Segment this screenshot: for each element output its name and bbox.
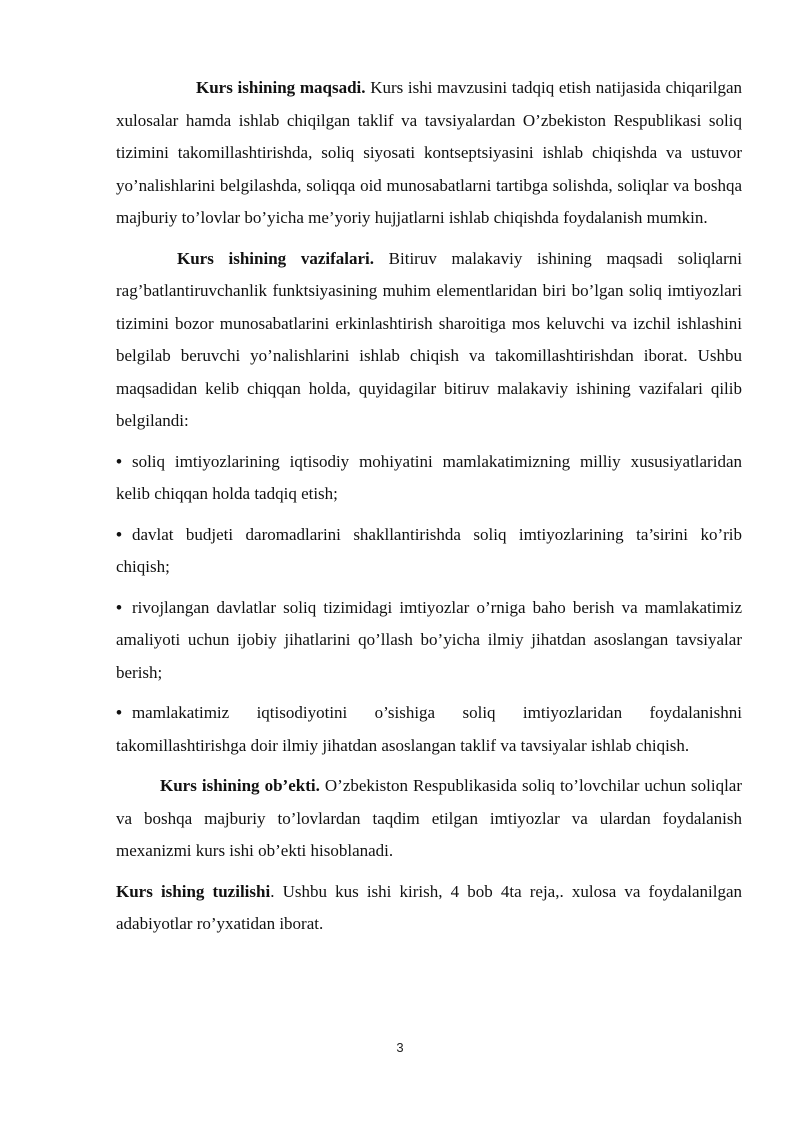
text-tuzilish: . Ushbu kus ishi kirish, 4 bob 4ta reja,. xulosa va foydalanilgan adabiyotlar ro’yxatidan iborat.	[116, 881, 742, 933]
bullet-icon: •	[116, 524, 122, 544]
paragraph-obekt	[116, 770, 742, 868]
text-vazifalar: Bitiruv malakaviy ishining maqsadi soliqlarni rag’batlantiruvchanlik funktsiyasining muhim elementlaridan biri bo’lgan soliq imtiyozlari tizimini bozor munosabatlarini erkinlashtirish sharoitiga mos keluvchi va izchil ishlashini belgilab beruvchi yo’nalishlarini ishlab chiqish va takomillashtirishdan iborat. Ushbu maqsadidan kelib chiqqan holda, quyidagilar bitiruv malakaviy ishining vazifalari qilib belgilandi:	[116, 248, 742, 430]
paragraph-maqsad	[116, 72, 742, 235]
bullet-item-2	[116, 519, 742, 584]
bullet-text-2: davlat budjeti daromadlarini shakllantirishda soliq imtiyozlarining ta’sirini ko’rib chiqish;	[116, 524, 742, 576]
text-obekt: O’zbekiston Respublikasida soliq to’lovchilar uchun soliqlar va boshqa majburiy to’lovlardan taqdim etilgan imtiyozlar va ulardan foydalanish mexanizmi kurs ishi ob’ekti hisoblanadi.	[116, 776, 742, 860]
bullet-icon: •	[116, 703, 122, 722]
heading-obekt: Kurs ishining ob’ekti.	[160, 776, 320, 795]
bullet-item-3	[116, 592, 742, 690]
bullet-text-4: mamlakatimiz iqtisodiyotini o’sishiga soliq imtiyozlaridan foydalanishni takomillashtirishga doir ilmiy jihatdan asoslangan taklif va tavsiyalar ishlab chiqish.	[116, 703, 742, 755]
bullet-item-4	[116, 697, 742, 762]
paragraph-vazifalar	[116, 243, 742, 438]
bullet-icon: •	[116, 451, 122, 471]
bullet-text-3: rivojlangan davlatlar soliq tizimidagi imtiyozlar o’rniga baho berish va mamlakatimiz amaliyoti uchun ijobiy jihatlarini qo’llash bo’yicha ilmiy jihatdan asoslangan tavsiyalar berish;	[116, 597, 742, 682]
text-maqsad: Kurs ishi mavzusini tadqiq etish natijasida chiqarilgan xulosalar hamda ishlab chiqilgan taklif va tavsiyalardan O’zbekiston Respublikasi soliq tizimini takomillashtirishda, soliq siyosati kontseptsiyasini ishlab chiqishda va ustuvor yo’nalishlarini belgilashda, soliqqa oid munosabatlarni tartibga solishda, soliqlar va boshqa majburiy to’lovlar bo’yicha me’yoriy hujjatlarni ishlab chiqishda foydalanish mumkin.	[116, 78, 742, 227]
page-number: 3	[396, 1040, 404, 1055]
heading-maqsad: Kurs ishining maqsadi.	[196, 78, 366, 97]
bullet-item-1	[116, 446, 742, 511]
heading-tuzilish: Kurs ishing tuzilishi	[116, 881, 271, 901]
paragraph-tuzilish	[116, 876, 742, 941]
bullet-icon: •	[116, 597, 122, 617]
heading-vazifalar: Kurs ishining vazifalari.	[177, 248, 374, 268]
bullet-text-1: soliq imtiyozlarining iqtisodiy mohiyatini mamlakatimizning milliy xususiyatlaridan kelib chiqqan holda tadqiq etish;	[116, 451, 742, 503]
page-content	[116, 72, 742, 941]
